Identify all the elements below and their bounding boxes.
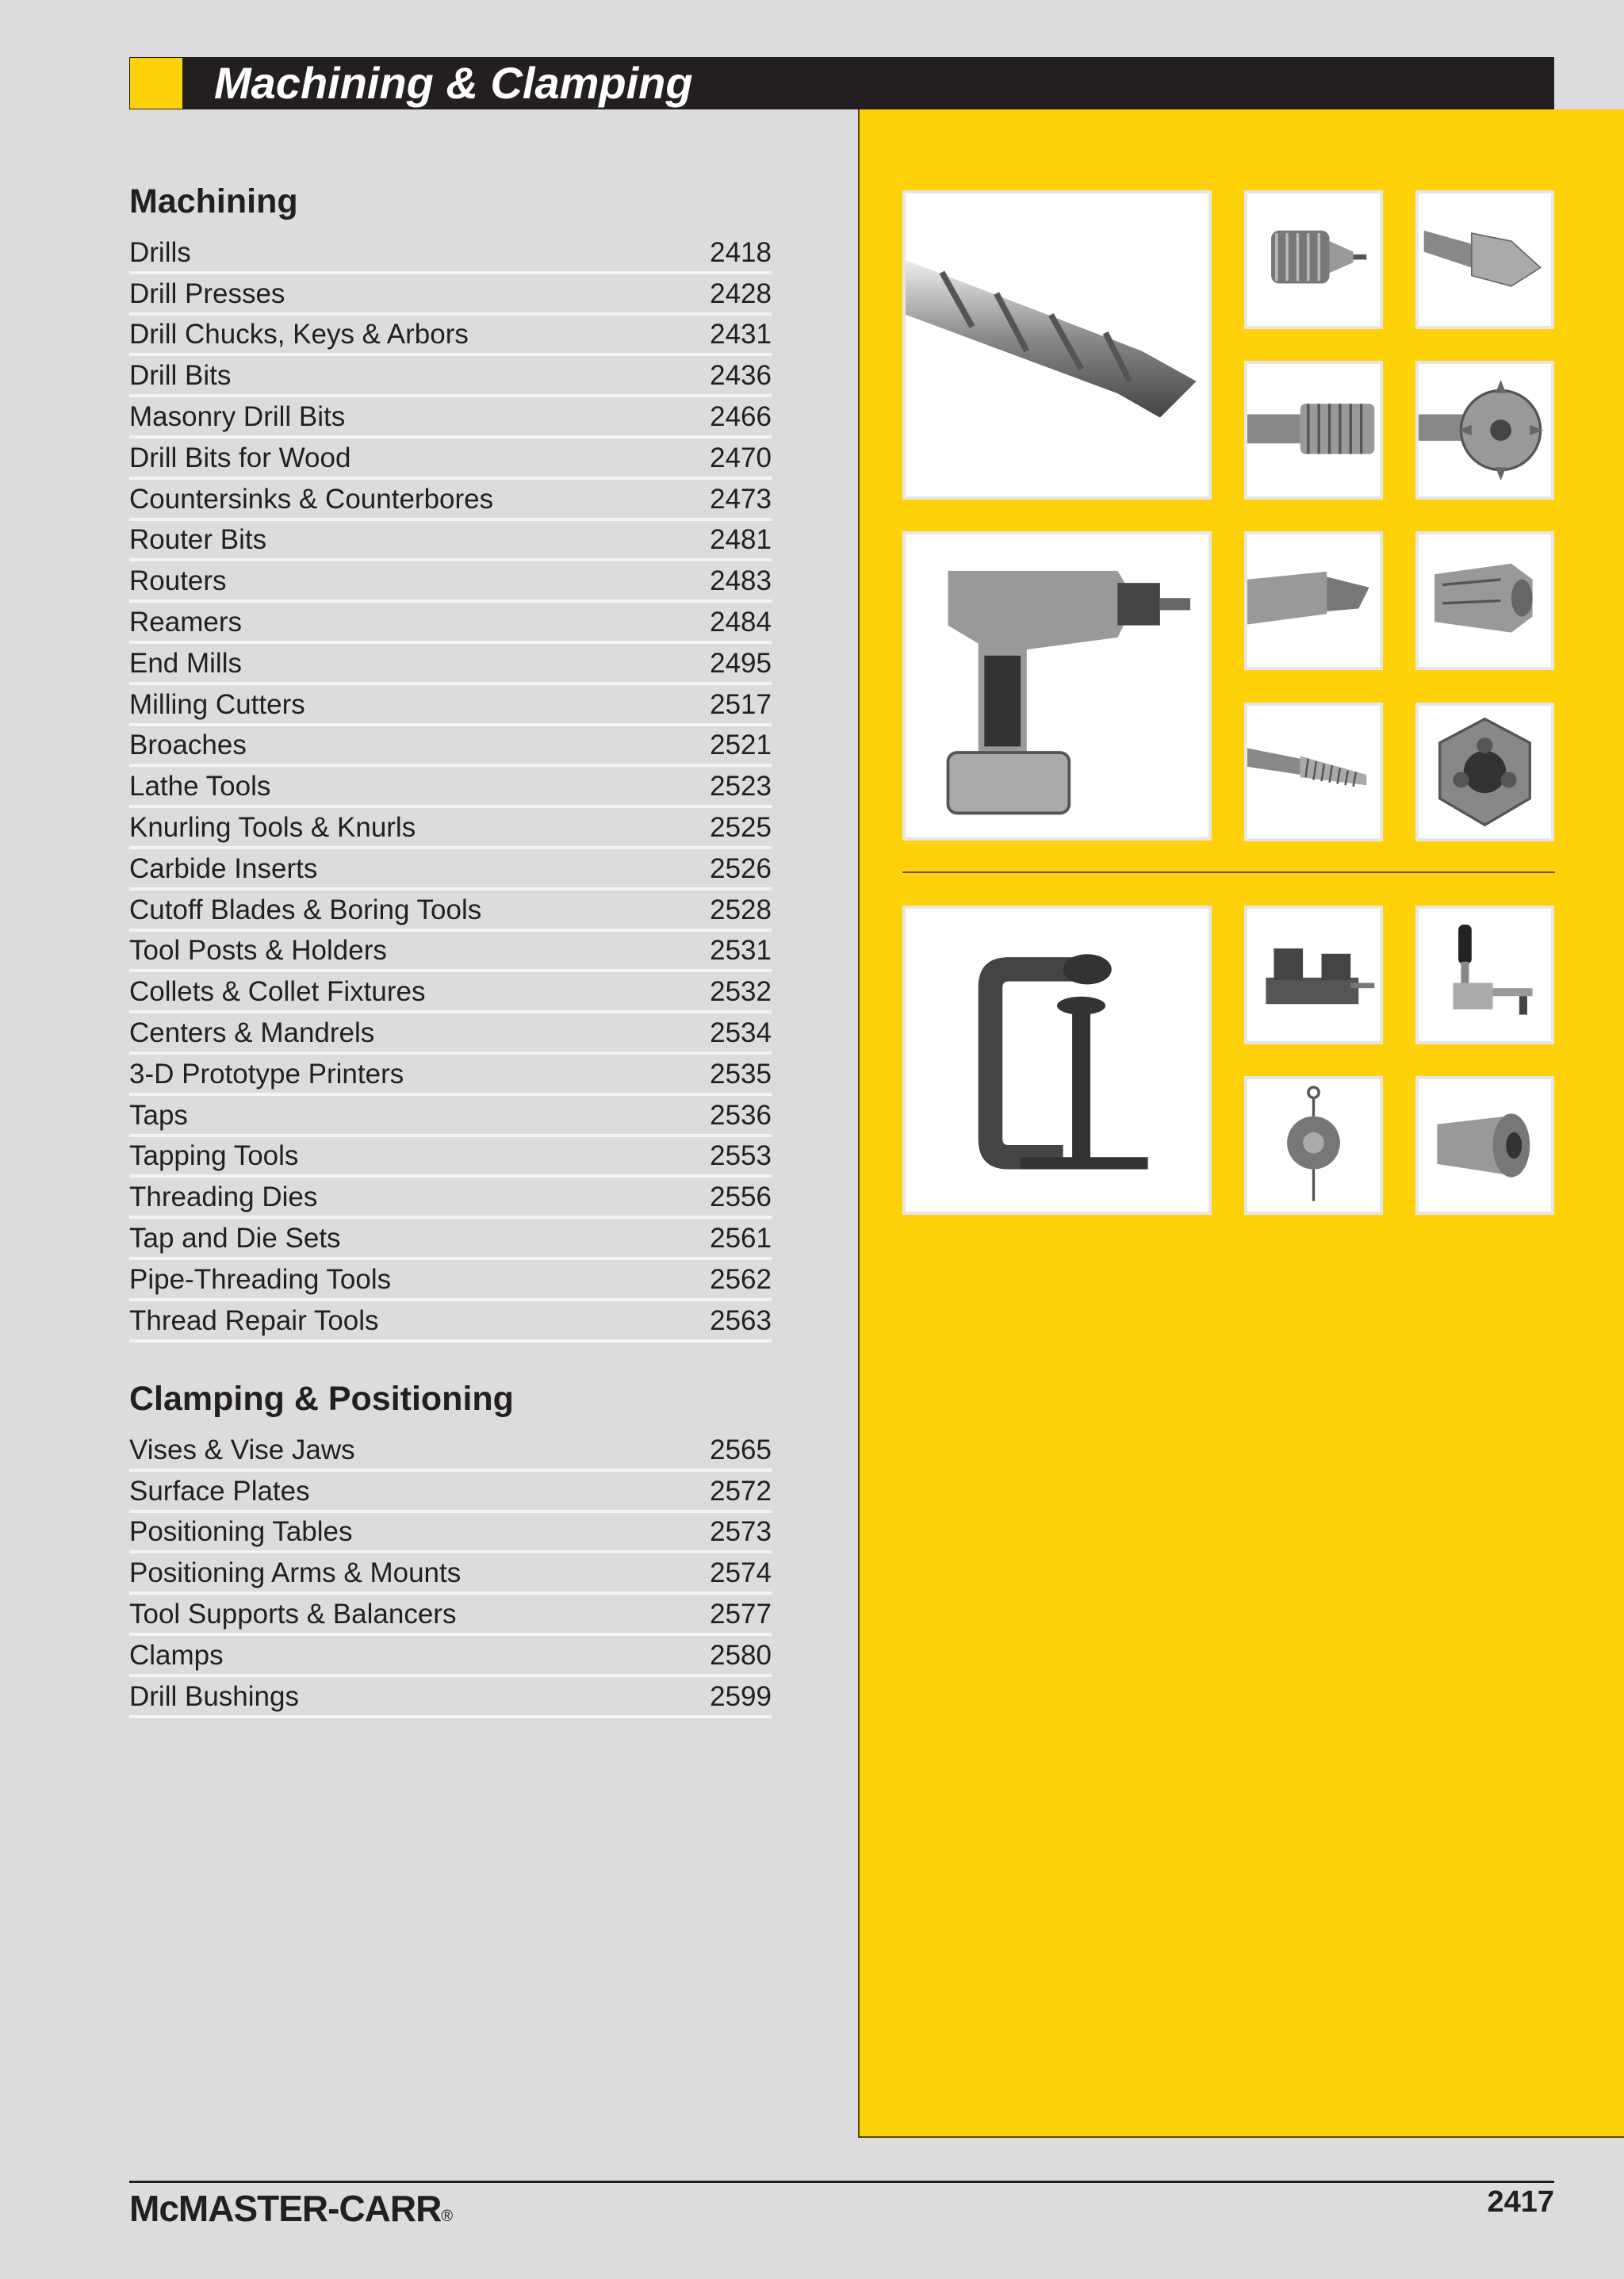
- index-row[interactable]: [129, 603, 772, 644]
- index-row[interactable]: [129, 1219, 772, 1260]
- page-number: 2417: [1487, 2185, 1554, 2219]
- index-item-label: Positioning Arms & Mounts: [129, 1557, 462, 1589]
- index-item-page: 2531: [710, 935, 772, 967]
- drill-bit-image: [902, 190, 1212, 500]
- threading-die-image: [1415, 703, 1554, 841]
- index-item-page: 2577: [710, 1598, 772, 1630]
- threading-die-icon: [1419, 706, 1551, 838]
- index-row[interactable]: [129, 1178, 772, 1219]
- index-row[interactable]: [129, 1096, 772, 1137]
- index-item-page: 2483: [710, 565, 772, 597]
- index-item-page: 2553: [710, 1140, 772, 1172]
- index-row[interactable]: [129, 1472, 772, 1513]
- drill-bushing-image: [1415, 1076, 1554, 1215]
- milling-cutter-image: [1415, 361, 1554, 500]
- vise-image: [1244, 906, 1383, 1044]
- index-item-page: 2536: [710, 1099, 772, 1131]
- header-accent-square: [130, 58, 182, 109]
- index-item-label: Drill Presses: [129, 278, 285, 309]
- index-item-page: 2534: [710, 1017, 772, 1048]
- index-item-label: Positioning Tables: [129, 1516, 353, 1548]
- section-heading-clamping: Clamping & Positioning: [129, 1380, 514, 1418]
- tap-image: [1244, 703, 1383, 841]
- index-item-label: Taps: [129, 1099, 188, 1131]
- index-row[interactable]: [129, 439, 772, 480]
- countersink-icon: [1419, 193, 1551, 326]
- index-item-label: Vises & Vise Jaws: [129, 1434, 355, 1465]
- index-row[interactable]: [129, 1260, 772, 1301]
- index-row[interactable]: [129, 891, 772, 932]
- index-item-label: Drill Bits for Wood: [129, 442, 351, 473]
- index-item-label: Lathe Tools: [129, 771, 271, 802]
- index-item-page: 2418: [710, 236, 772, 268]
- index-item-page: 2526: [710, 852, 772, 884]
- cordless-drill-icon: [906, 534, 1208, 837]
- index-row[interactable]: [129, 233, 772, 274]
- index-item-page: 2481: [710, 524, 772, 556]
- index-row[interactable]: [129, 521, 772, 562]
- index-item-page: 2535: [710, 1058, 772, 1090]
- index-item-label: 3-D Prototype Printers: [129, 1058, 404, 1090]
- index-row[interactable]: [129, 644, 772, 685]
- index-item-label: Tool Supports & Balancers: [129, 1598, 457, 1630]
- index-item-label: Surface Plates: [129, 1475, 310, 1507]
- index-item-page: 2580: [710, 1639, 772, 1671]
- index-row[interactable]: [129, 561, 772, 603]
- c-clamp-image: [902, 906, 1212, 1215]
- index-row[interactable]: [129, 767, 772, 808]
- index-row[interactable]: [129, 1595, 772, 1636]
- drill-chuck-image: [1244, 190, 1383, 329]
- index-item-label: Collets & Collet Fixtures: [129, 976, 426, 1008]
- c-clamp-icon: [906, 909, 1208, 1212]
- index-item-label: Countersinks & Counterbores: [129, 483, 494, 515]
- index-item-page: 2428: [710, 278, 772, 309]
- index-item-page: 2563: [710, 1304, 772, 1336]
- index-item-page: 2521: [710, 730, 772, 761]
- index-item-page: 2436: [710, 360, 772, 392]
- index-item-page: 2473: [710, 483, 772, 515]
- vise-icon: [1247, 909, 1380, 1041]
- drill-bushing-icon: [1419, 1079, 1551, 1212]
- index-item-page: 2528: [710, 894, 772, 925]
- index-item-page: 2565: [710, 1434, 772, 1465]
- lathe-tool-image: [1244, 531, 1383, 670]
- index-item-label: Masonry Drill Bits: [129, 400, 346, 432]
- milling-cutter-icon: [1419, 364, 1551, 496]
- index-item-label: Drills: [129, 236, 191, 268]
- index-row[interactable]: [129, 316, 772, 357]
- index-item-page: 2484: [710, 606, 772, 638]
- countersink-image: [1415, 190, 1554, 329]
- drill-chuck-icon: [1247, 193, 1380, 326]
- index-row[interactable]: [129, 932, 772, 973]
- index-item-label: Threading Dies: [129, 1182, 318, 1213]
- index-item-label: Clamps: [129, 1639, 224, 1671]
- index-row[interactable]: [129, 1513, 772, 1554]
- index-item-page: 2517: [710, 688, 772, 720]
- index-item-page: 2562: [710, 1263, 772, 1295]
- index-row[interactable]: [129, 849, 772, 891]
- index-item-label: Broaches: [129, 730, 247, 761]
- index-item-page: 2470: [710, 442, 772, 473]
- index-item-label: Reamers: [129, 606, 242, 638]
- index-item-page: 2561: [710, 1222, 772, 1254]
- index-row[interactable]: [129, 1301, 772, 1343]
- index-item-page: 2573: [710, 1516, 772, 1548]
- index-item-label: Cutoff Blades & Boring Tools: [129, 894, 482, 925]
- index-item-label: Knurling Tools & Knurls: [129, 811, 416, 843]
- index-item-page: 2556: [710, 1182, 772, 1213]
- index-row[interactable]: [129, 685, 772, 726]
- section-heading-machining: Machining: [129, 182, 298, 220]
- index-item-label: Pipe-Threading Tools: [129, 1263, 392, 1295]
- index-item-label: Router Bits: [129, 524, 267, 556]
- index-row[interactable]: [129, 356, 772, 397]
- index-item-label: End Mills: [129, 647, 242, 679]
- index-row[interactable]: [129, 1013, 772, 1055]
- tool-balancer-icon: [1247, 1079, 1380, 1212]
- reamer-icon: [1247, 364, 1380, 496]
- index-item-page: 2525: [710, 811, 772, 843]
- index-row[interactable]: [129, 1677, 772, 1718]
- index-item-page: 2431: [710, 319, 772, 350]
- index-item-page: 2572: [710, 1475, 772, 1507]
- panel-divider: [902, 871, 1555, 873]
- tool-balancer-image: [1244, 1076, 1383, 1215]
- index-row[interactable]: [129, 972, 772, 1013]
- machining-index-list: [129, 233, 772, 1343]
- index-row[interactable]: [129, 1055, 772, 1096]
- reamer-image: [1244, 361, 1383, 500]
- index-item-page: 2523: [710, 771, 772, 802]
- page-title: Machining & Clamping: [214, 58, 693, 108]
- index-row[interactable]: [129, 1636, 772, 1677]
- index-item-label: Drill Bits: [129, 360, 232, 392]
- index-row[interactable]: [129, 1553, 772, 1595]
- collet-icon: [1419, 534, 1551, 667]
- index-item-label: Milling Cutters: [129, 688, 305, 720]
- clamping-index-list: [129, 1431, 772, 1718]
- index-row[interactable]: [129, 1431, 772, 1472]
- index-item-label: Tool Posts & Holders: [129, 935, 387, 967]
- index-row[interactable]: [129, 480, 772, 521]
- index-item-label: Drill Bushings: [129, 1680, 299, 1712]
- index-item-label: Thread Repair Tools: [129, 1304, 379, 1336]
- cordless-drill-image: [902, 531, 1212, 841]
- index-row[interactable]: [129, 1137, 772, 1178]
- index-row[interactable]: [129, 397, 772, 439]
- index-item-page: 2466: [710, 400, 772, 432]
- index-item-page: 2599: [710, 1680, 772, 1712]
- index-item-page: 2532: [710, 976, 772, 1008]
- index-item-label: Centers & Mandrels: [129, 1017, 375, 1048]
- index-item-page: 2574: [710, 1557, 772, 1589]
- index-item-page: 2495: [710, 647, 772, 679]
- index-row[interactable]: [129, 726, 772, 768]
- footer-rule: [129, 2181, 1554, 2183]
- lathe-tool-icon: [1247, 534, 1380, 667]
- tap-icon: [1247, 706, 1380, 838]
- index-row[interactable]: [129, 808, 772, 849]
- brand-logo: McMASTER-CARR®: [129, 2188, 453, 2229]
- index-item-label: Carbide Inserts: [129, 852, 318, 884]
- toggle-clamp-image: [1415, 906, 1554, 1044]
- index-item-label: Tap and Die Sets: [129, 1222, 341, 1254]
- index-item-label: Routers: [129, 565, 227, 597]
- collet-image: [1415, 531, 1554, 670]
- drill-bit-icon: [906, 193, 1208, 496]
- index-item-label: Drill Chucks, Keys & Arbors: [129, 319, 469, 350]
- index-row[interactable]: [129, 274, 772, 316]
- toggle-clamp-icon: [1419, 909, 1551, 1041]
- index-item-label: Tapping Tools: [129, 1140, 299, 1172]
